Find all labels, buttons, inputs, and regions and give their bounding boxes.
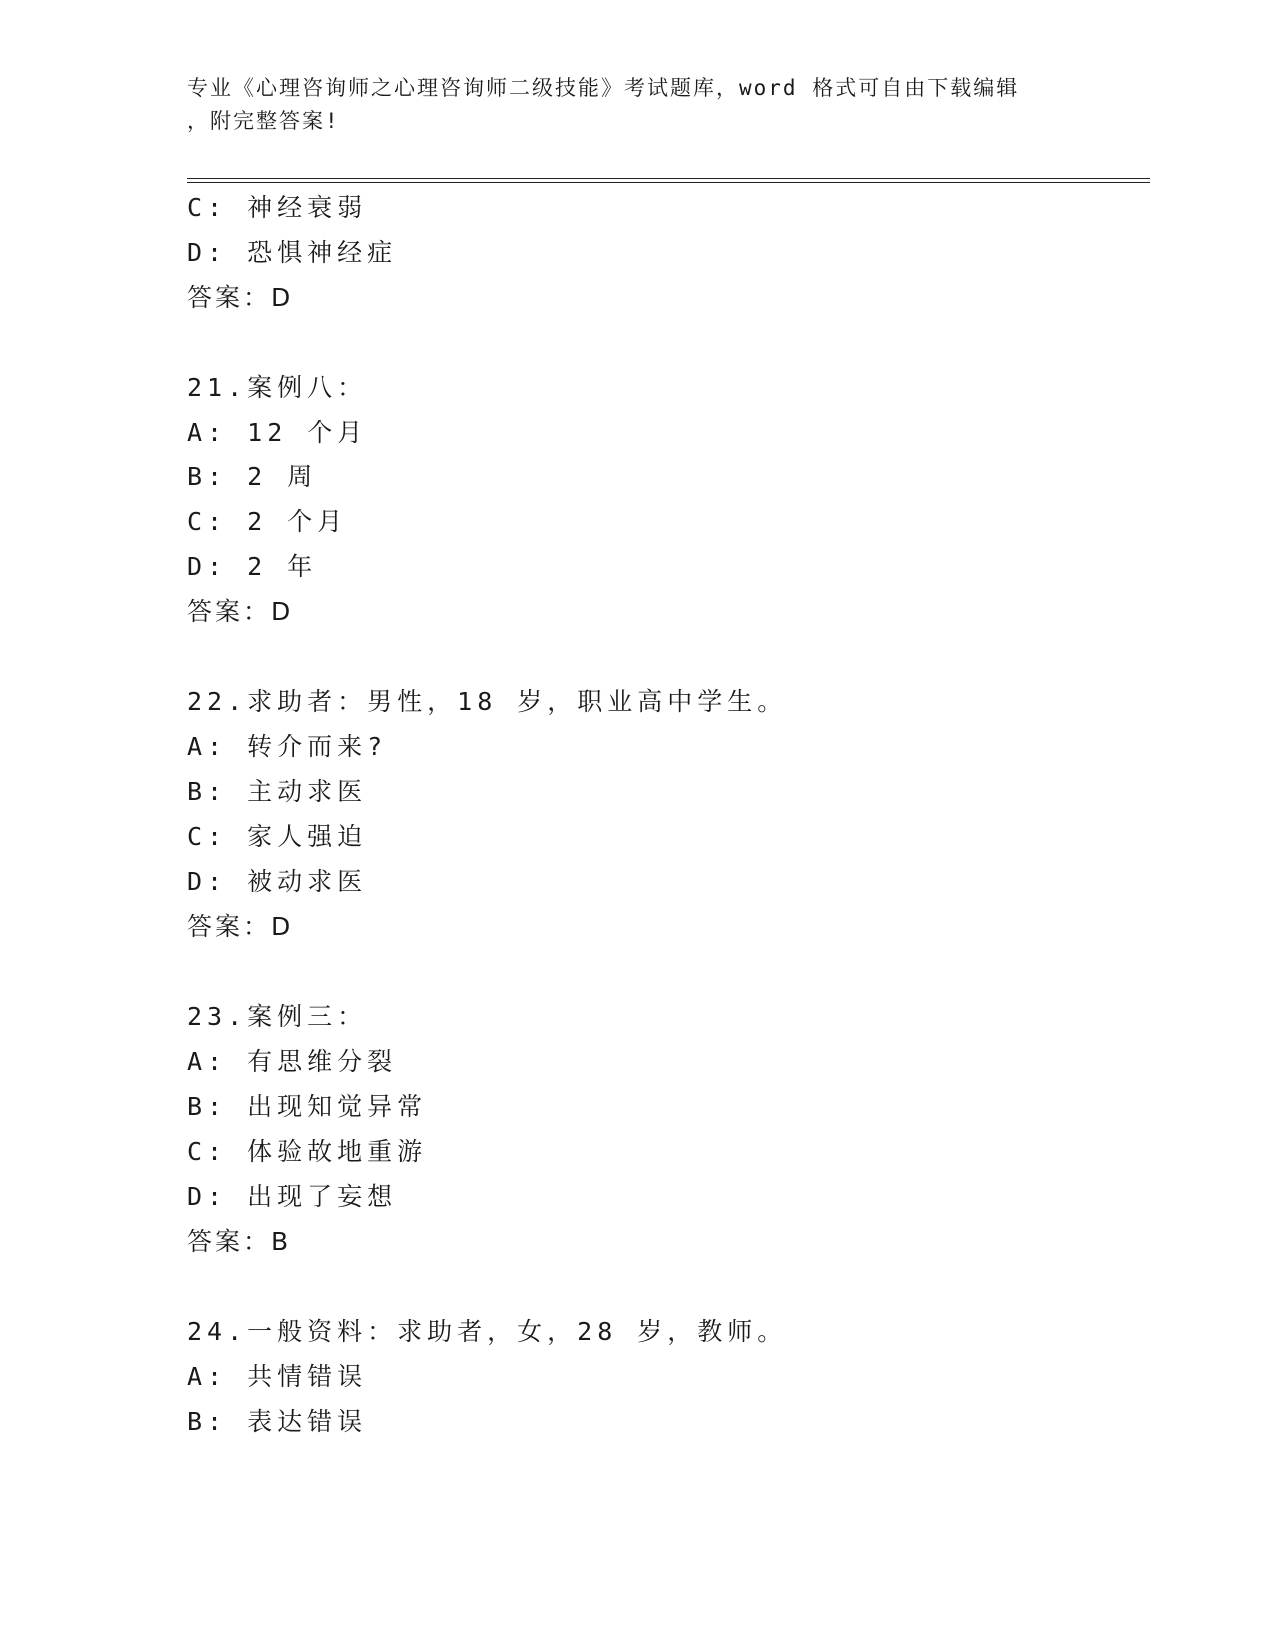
question-24: 24.一般资料：求助者，女，28 岁，教师。 bbox=[187, 1317, 788, 1346]
q23-option-d: D: 出现了妄想 bbox=[187, 1182, 398, 1211]
q21-option-c: C: 2 个月 bbox=[187, 507, 348, 536]
header-line-2: ，附完整答案! bbox=[187, 109, 340, 133]
option-d-prev: D: 恐惧神经症 bbox=[187, 238, 398, 267]
q23-answer: 答案：B bbox=[187, 1227, 292, 1256]
q23-option-c: C: 体验故地重游 bbox=[187, 1137, 428, 1166]
q24-option-b: B: 表达错误 bbox=[187, 1407, 368, 1436]
q21-option-d: D: 2 年 bbox=[187, 552, 318, 581]
q22-option-a: A: 转介而来? bbox=[187, 732, 388, 761]
q23-option-a: A: 有思维分裂 bbox=[187, 1047, 398, 1076]
header-divider-bottom bbox=[187, 182, 1150, 183]
q22-option-c: C: 家人强迫 bbox=[187, 822, 368, 851]
q24-option-a: A: 共情错误 bbox=[187, 1362, 368, 1391]
question-23: 23.案例三： bbox=[187, 1002, 368, 1031]
question-22: 22.求助者：男性，18 岁，职业高中学生。 bbox=[187, 687, 788, 716]
document-header bbox=[187, 72, 1087, 138]
q21-option-a: A: 12 个月 bbox=[187, 418, 368, 447]
q23-option-b: B: 出现知觉异常 bbox=[187, 1092, 428, 1121]
q22-option-b: B: 主动求医 bbox=[187, 777, 368, 806]
q21-answer: 答案：D bbox=[187, 597, 294, 626]
q22-option-d: D: 被动求医 bbox=[187, 867, 368, 896]
header-divider-top bbox=[187, 178, 1150, 179]
answer-prev: 答案：D bbox=[187, 283, 294, 312]
header-line-1: 专业《心理咨询师之心理咨询师二级技能》考试题库，word 格式可自由下载编辑 bbox=[187, 76, 1020, 100]
question-21: 21.案例八： bbox=[187, 373, 368, 402]
option-c-prev: C: 神经衰弱 bbox=[187, 193, 368, 222]
q22-answer: 答案：D bbox=[187, 912, 294, 941]
q21-option-b: B: 2 周 bbox=[187, 462, 318, 491]
